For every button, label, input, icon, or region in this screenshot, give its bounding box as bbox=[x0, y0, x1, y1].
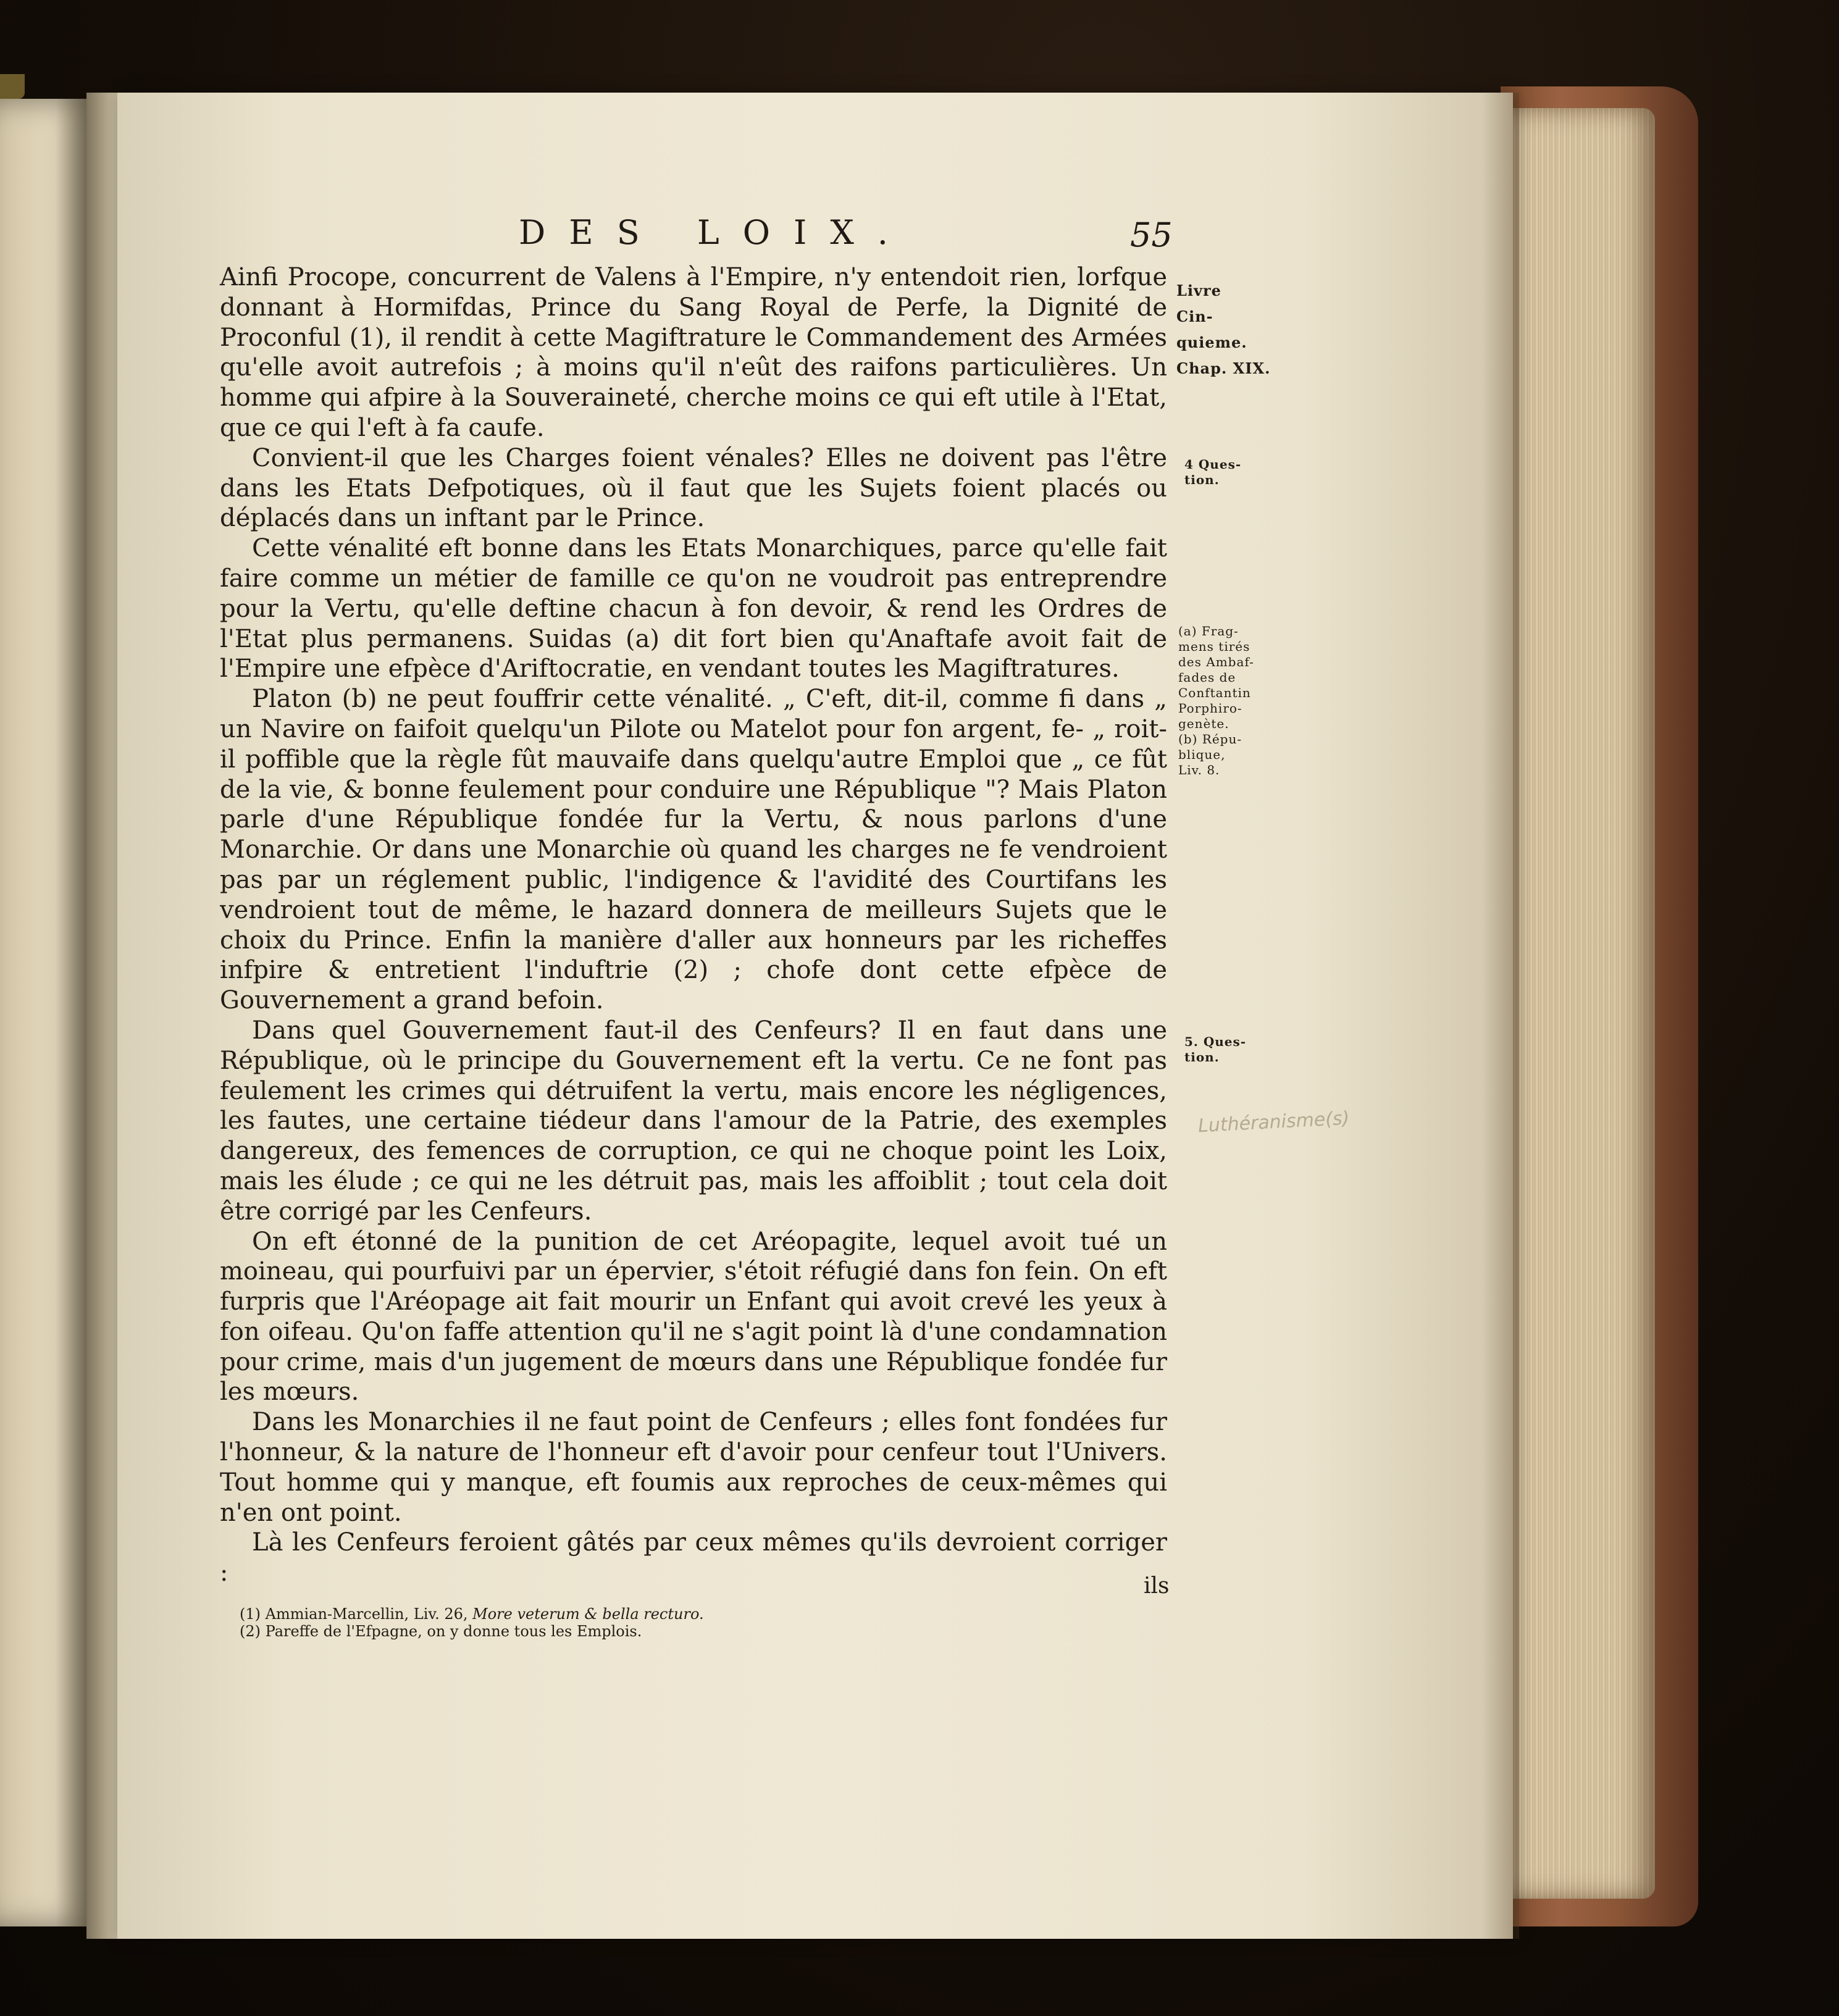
paragraph-procope: Ainfi Procope, concurrent de Valens à l'Empire, n'y entendoit rien, lorfque donnant à Hormifdas, Prince du Sang Royal de Perfe, la Dignité de Proconful (1), il rendit à cette Magiftrature le Commandement des Armées qu'elle avoit autrefois ; à moins qu'il n'eût des raifons particulières. Un homme qui afpire à la Souveraineté, cherche moins ce qui eft utile à l'Etat, que ce qui l'eft à fa caufe. bbox=[220, 263, 1167, 442]
paragraph-monarchies-censeurs: Dans les Monarchies il ne faut point de Cenfeurs ; elles font fondées fur l'honneur, & la nature de l'honneur eft d'avoir pour cenfeur tout l'Univers. Tout homme qui y manque, eft foumis aux reproches de ceux-mêmes qui n'en ont point. bbox=[220, 1408, 1167, 1527]
body-text bbox=[220, 262, 1167, 1588]
paragraph-charges-venales: Convient-il que les Charges foient vénales? Elles ne doivent pas l'être dans les Etats Defpotiques, où il faut que les Sujets foient placés ou déplacés dans un inftant par le Prince. bbox=[220, 443, 1167, 533]
left-page-fragment bbox=[0, 99, 93, 1926]
paragraph-areopagite: On eft étonné de la punition de cet Aréopagite, lequel avoit tué un moineau, qui pourfuivi par un épervier, s'étoit réfugié dans fon fein. On eft furpris que l'Aréopage ait fait mourir un Enfant qui avoit crevé les yeux à fon oifeau. Qu'on faffe attention qu'il ne s'agit point là d'une condamnation pour crime, mais d'un jugement de mœurs dans une République fondée fur les mœurs. bbox=[220, 1227, 1167, 1407]
pencil-annotation: Luthéranisme(s) bbox=[1197, 1107, 1351, 1137]
page-number: 55 bbox=[1130, 215, 1173, 254]
footnote-1 bbox=[240, 1605, 1166, 1623]
paragraph-censeurs: Dans quel Gouvernement faut-il des Cenfeurs? Il en faut dans une République, où le principe du Gouvernement eft la vertu. Ce ne font pas feulement les crimes qui détruifent la vertu, mais encore les négligences, les fautes, une certaine tiédeur dans l'amour de la Patrie, des exemples dangereux, des femences de corruption, ce qui ne choque point les Loix, mais les élude ; ce qui ne les détruit pas, mais les affoiblit ; tout cela doit être corrigé par les Cenfeurs. bbox=[220, 1016, 1167, 1226]
paragraph-venalite-monarchie: Cette vénalité eft bonne dans les Etats Monarchiques, parce qu'elle fait faire comme un métier de famille ce qu'on ne voudroit pas entreprendre pour la Vertu, qu'elle deftine chacun à fon devoir, & rend les Ordres de l'Etat plus permanens. Suidas (a) dit fort bien qu'Anaftafe avoit fait de l'Empire une efpèce d'Ariftocratie, en vendant toutes les Magiftratures. bbox=[220, 534, 1167, 684]
paragraph-platon: Platon (b) ne peut fouffrir cette vénalité. „ C'eft, dit-il, comme fi dans „ un Navire on faifoit quelqu'un Pilote ou Matelot pour fon argent, fe- „ roit-il poffible que la règle fût mauvaife dans quelqu'autre Emploi que „ ce fût de la vie, & bonne feulement pour conduire une République "? Mais Platon parle d'une République fondée fur la Vertu, & nous parlons d'une Monarchie. Or dans une Monarchie où quand les charges ne fe vendroient pas par un réglement public, l'indigence & l'avidité des Courtifans les vendroient tout de même, le hazard donnera de meilleurs Sujets que le choix du Prince. Enfin la manière d'aller aux honneurs par les richeffes infpire & entretient l'induftrie (2) ; chofe dont cette efpèce de Gouvernement a grand befoin. bbox=[220, 685, 1167, 1015]
running-head bbox=[364, 213, 1173, 256]
footnote-2: (2) Pareffe de l'Efpagne, on y donne tous les Emplois. bbox=[240, 1623, 642, 1640]
footnote-1-text: (1) Ammian-Marcellin, Liv. 26, bbox=[240, 1605, 468, 1623]
margin-note-question-5: 5. Ques- tion. bbox=[1184, 1034, 1247, 1064]
margin-note-references: (a) Frag- mens tirés des Ambaf- fades de Conftantin Porphiro- genète. (b) Répu- blique, Liv. 8. bbox=[1178, 624, 1254, 777]
catchword: ils bbox=[1144, 1573, 1170, 1599]
page-curl-shadow bbox=[1482, 93, 1519, 1939]
footnote-1-quote: More veterum & bella recturo. bbox=[472, 1605, 704, 1623]
margin-note-livre: Livre Cin- quieme. Chap. XIX. bbox=[1176, 282, 1271, 377]
left-cover-corner bbox=[0, 74, 25, 99]
running-head-title: DES LOIX. bbox=[519, 213, 911, 252]
paragraph-censeurs-gates: Là les Cenfeurs feroient gâtés par ceux mêmes qu'ils devroient corriger : bbox=[220, 1528, 1167, 1587]
footnotes bbox=[240, 1605, 1166, 1640]
margin-note-question-4: 4 Ques- tion. bbox=[1184, 457, 1242, 487]
